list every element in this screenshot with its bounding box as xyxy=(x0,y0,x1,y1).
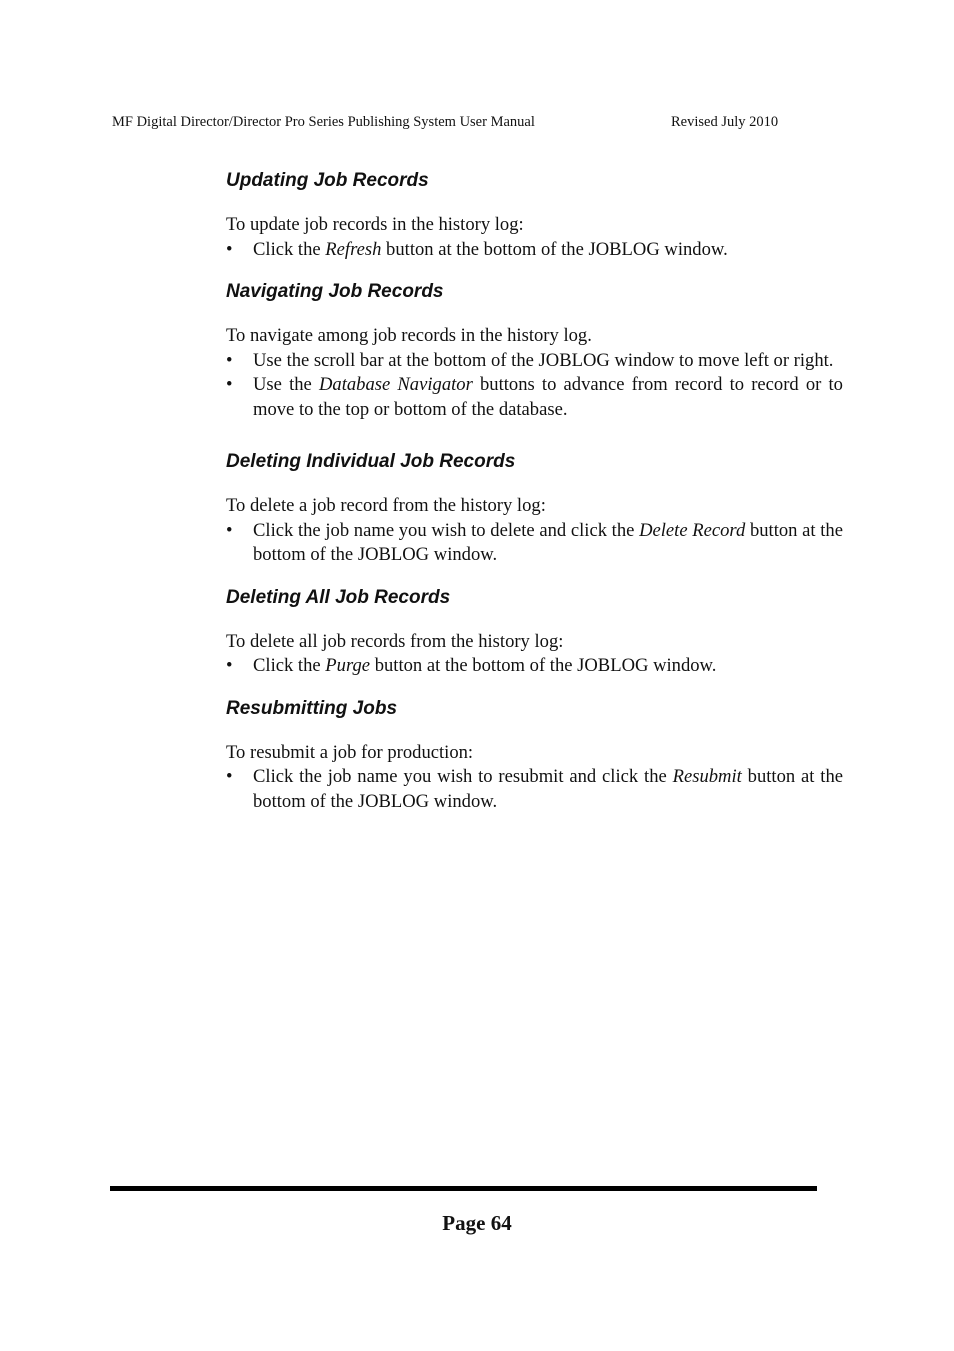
footer-rule xyxy=(110,1186,817,1191)
bullet-icon: • xyxy=(226,519,233,541)
bullet-list xyxy=(226,349,843,423)
section-updating-job-records xyxy=(226,168,843,262)
list-item: • Use the scroll bar at the bottom of the JOBLOG window to move left or right. xyxy=(226,349,843,374)
bullet-list xyxy=(226,238,843,263)
page-content xyxy=(226,168,843,814)
section-navigating-job-records xyxy=(226,279,843,422)
button-name: Refresh xyxy=(325,238,382,260)
section-intro: To delete a job record from the history log: xyxy=(226,495,546,516)
list-item: • Click the job name you wish to resubmit and click the Resubmit button at the bottom of the JOBLOG window. xyxy=(226,766,843,812)
bullet-icon: • xyxy=(226,238,233,260)
bullet-icon: • xyxy=(226,766,233,787)
list-item: • Click the job name you wish to delete and click the Delete Record button at the bottom of the JOBLOG window. xyxy=(226,519,843,565)
revision-date: Revised July 2010 xyxy=(671,114,779,130)
bullet-icon: • xyxy=(226,374,233,395)
button-name: Delete Record xyxy=(639,519,746,541)
section-intro: To update job records in the history log: xyxy=(226,214,524,235)
section-deleting-individual-job-records xyxy=(226,449,843,568)
bullet-icon: • xyxy=(226,349,233,371)
list-item: • Click the Purge button at the bottom of the JOBLOG window. xyxy=(226,654,843,679)
section-heading: Deleting All Job Records xyxy=(226,586,451,608)
section-heading: Deleting Individual Job Records xyxy=(226,451,516,472)
section-resubmitting-jobs xyxy=(226,696,843,815)
section-intro: To resubmit a job for production: xyxy=(226,741,474,763)
list-item: • Click the Refresh button at the bottom of the JOBLOG window. xyxy=(226,238,843,263)
list-item: • Use the Database Navigator buttons to advance from record to record or to move to the top or bottom of the database. xyxy=(226,374,843,420)
button-name: Database Navigator xyxy=(318,374,473,395)
bullet-list xyxy=(226,654,843,679)
button-name: Resubmit xyxy=(672,766,742,787)
button-name: Purge xyxy=(325,655,371,676)
section-deleting-all-job-records xyxy=(226,585,843,679)
running-header xyxy=(112,114,792,134)
section-intro: To delete all job records from the history log: xyxy=(226,630,564,652)
section-heading: Updating Job Records xyxy=(226,170,429,191)
bullet-list xyxy=(226,765,843,814)
document-title: MF Digital Director/Director Pro Series Publishing System User Manual xyxy=(112,114,535,130)
bullet-list xyxy=(226,519,843,568)
page-number: Page 64 xyxy=(442,1211,512,1235)
bullet-icon: • xyxy=(226,655,233,676)
section-heading: Resubmitting Jobs xyxy=(226,697,398,719)
section-heading: Navigating Job Records xyxy=(226,281,444,302)
section-intro: To navigate among job records in the history log. xyxy=(226,325,592,346)
